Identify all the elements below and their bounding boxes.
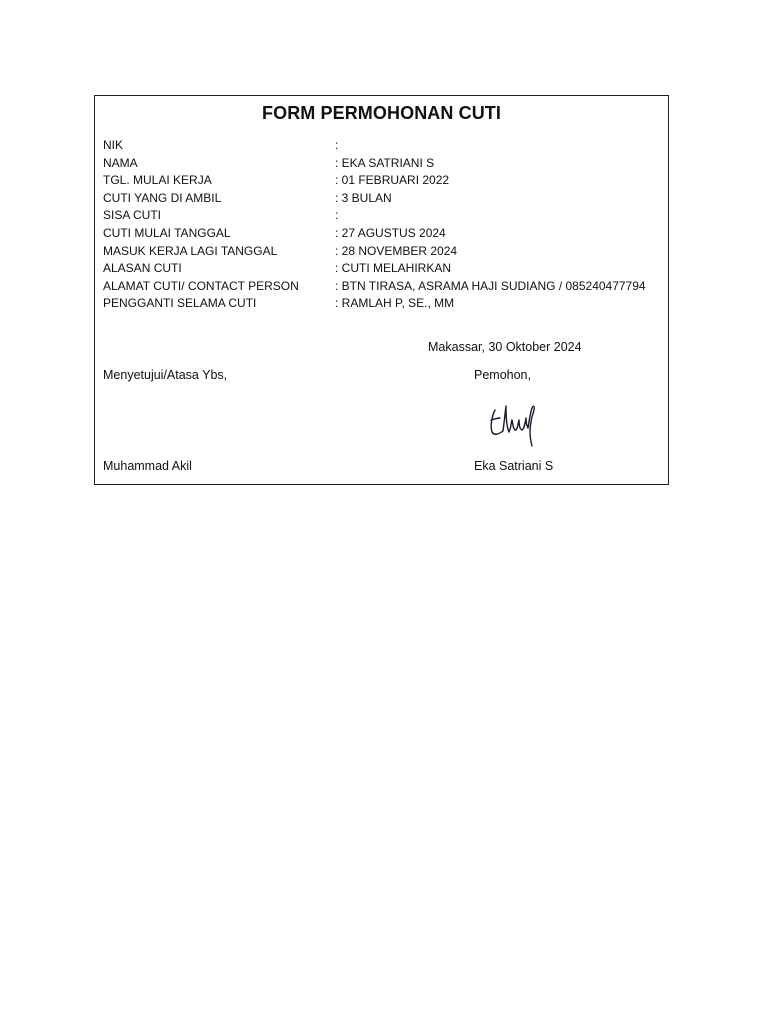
field-value: : bbox=[335, 138, 339, 152]
field-value: : 3 BULAN bbox=[335, 190, 392, 205]
field-label: MASUK KERJA LAGI TANGGAL bbox=[103, 243, 278, 258]
field-row-leave-taken bbox=[103, 190, 663, 208]
field-label: NAMA bbox=[103, 155, 138, 170]
place-date: Makassar, 30 Oktober 2024 bbox=[428, 340, 582, 354]
field-row-nama bbox=[103, 155, 663, 173]
field-label: SISA CUTI bbox=[103, 208, 162, 223]
field-row-leave-start-date bbox=[103, 225, 663, 243]
field-value: : 27 AGUSTUS 2024 bbox=[335, 225, 446, 240]
field-row-nik bbox=[103, 137, 663, 155]
field-row-leave-reason bbox=[103, 260, 663, 278]
field-row-return-date bbox=[103, 243, 663, 261]
field-label: CUTI MULAI TANGGAL bbox=[103, 225, 231, 240]
field-value: : 28 NOVEMBER 2024 bbox=[335, 243, 458, 258]
field-row-leave-remaining bbox=[103, 207, 663, 225]
applicant-signature bbox=[485, 396, 543, 450]
field-row-substitute bbox=[103, 295, 663, 313]
field-label: CUTI YANG DI AMBIL bbox=[103, 190, 222, 205]
field-value: : EKA SATRIANI S bbox=[335, 155, 435, 170]
field-label: TGL. MULAI KERJA bbox=[103, 173, 212, 188]
field-label: NIK bbox=[103, 138, 124, 152]
approver-name: Muhammad Akil bbox=[103, 459, 192, 473]
approver-title: Menyetujui/Atasa Ybs, bbox=[103, 368, 228, 382]
field-label: PENGGANTI SELAMA CUTI bbox=[103, 296, 257, 311]
applicant-title: Pemohon, bbox=[474, 368, 531, 382]
field-value: : BTN TIRASA, ASRAMA HAJI SUDIANG / 085240477794 bbox=[335, 278, 646, 293]
leave-request-form bbox=[94, 95, 669, 485]
field-value: : bbox=[335, 208, 339, 223]
field-value: : CUTI MELAHIRKAN bbox=[335, 261, 452, 276]
applicant-name: Eka Satriani S bbox=[474, 459, 554, 473]
field-value: : RAMLAH P, SE., MM bbox=[335, 296, 455, 311]
form-title: FORM PERMOHONAN CUTI bbox=[262, 103, 501, 123]
field-row-leave-address bbox=[103, 278, 663, 296]
field-row-start-work-date bbox=[103, 172, 663, 190]
field-label: ALASAN CUTI bbox=[103, 261, 182, 276]
form-fields bbox=[103, 137, 663, 313]
field-label: ALAMAT CUTI/ CONTACT PERSON bbox=[103, 278, 299, 293]
field-value: : 01 FEBRUARI 2022 bbox=[335, 173, 450, 188]
